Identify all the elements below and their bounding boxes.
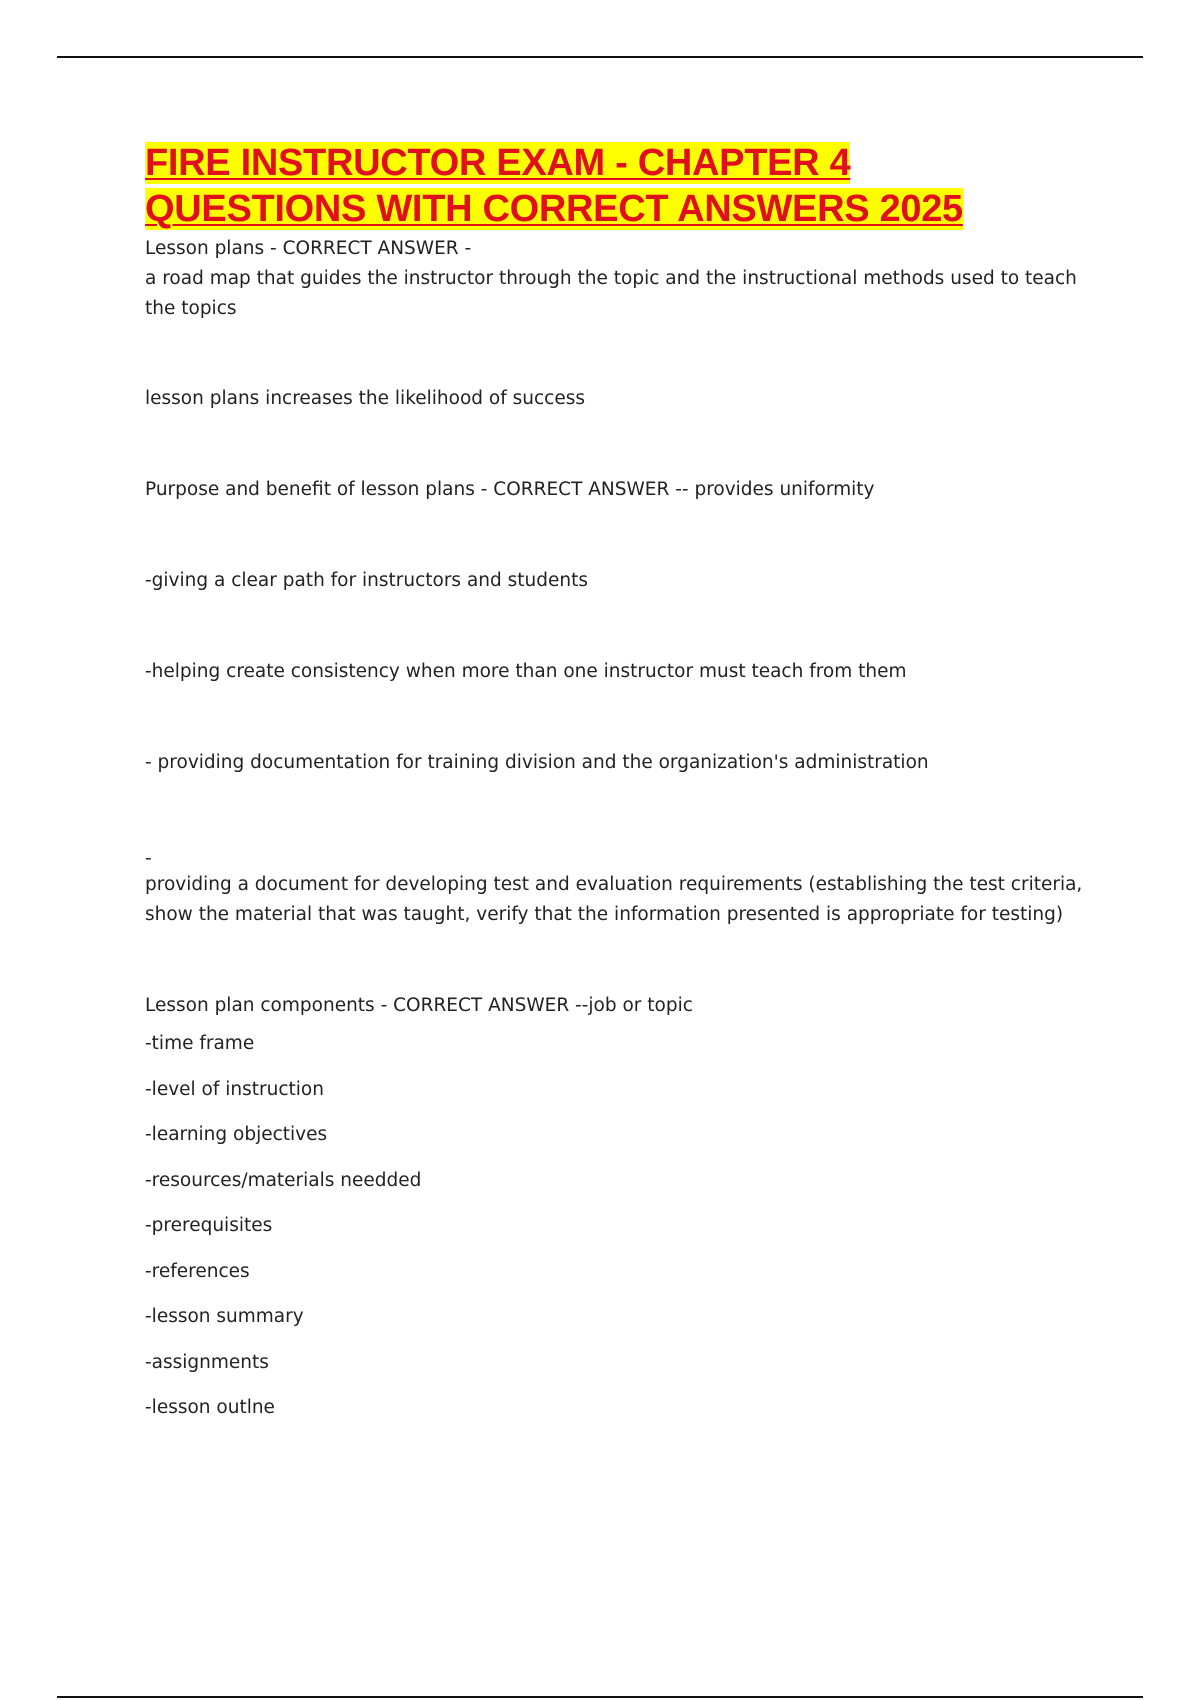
list-item: -level of instruction: [145, 1078, 324, 1100]
purpose-item: providing a document for developing test and evaluation requirements (establishing the test criteria, show the material that was taught, verify that the information presented is appropriate for testing): [145, 874, 1083, 925]
purpose-item: -helping create consistency when more than one instructor must teach from them: [145, 661, 907, 682]
lesson-plans-note: lesson plans increases the likelihood of success: [145, 388, 585, 409]
document-content: [145, 140, 1085, 1431]
purpose-item: -giving a clear path for instructors and students: [145, 570, 588, 591]
components-question: Lesson plan components - CORRECT ANSWER --job or topic: [145, 995, 693, 1016]
list-item: -time frame: [145, 1033, 255, 1054]
list-item: -prerequisites: [145, 1215, 273, 1236]
purpose-item-dash: -: [145, 848, 152, 869]
list-item: -references: [145, 1260, 250, 1282]
list-item: -lesson summary: [145, 1306, 304, 1327]
purpose-item: - providing documentation for training division and the organization's administration: [145, 752, 929, 773]
title-line-1: FIRE INSTRUCTOR EXAM - CHAPTER 4: [145, 142, 851, 184]
list-item: -lesson outlne: [145, 1397, 275, 1418]
lesson-plans-question: Lesson plans - CORRECT ANSWER -: [145, 238, 472, 259]
top-rule: [57, 56, 1143, 58]
document-title: [145, 140, 1085, 232]
list-item: -learning objectives: [145, 1124, 328, 1145]
list-item: -resources/materials needded: [145, 1169, 422, 1191]
bottom-rule: [57, 1696, 1143, 1698]
list-item: -assignments: [145, 1351, 269, 1373]
title-line-2: QUESTIONS WITH CORRECT ANSWERS 2025: [145, 188, 963, 230]
lesson-plans-answer: a road map that guides the instructor through the topic and the instructional methods used to teach the topics: [145, 268, 1077, 319]
components-list: [145, 1021, 1085, 1431]
purpose-question: Purpose and benefit of lesson plans - CORRECT ANSWER -- provides uniformity: [145, 479, 875, 500]
